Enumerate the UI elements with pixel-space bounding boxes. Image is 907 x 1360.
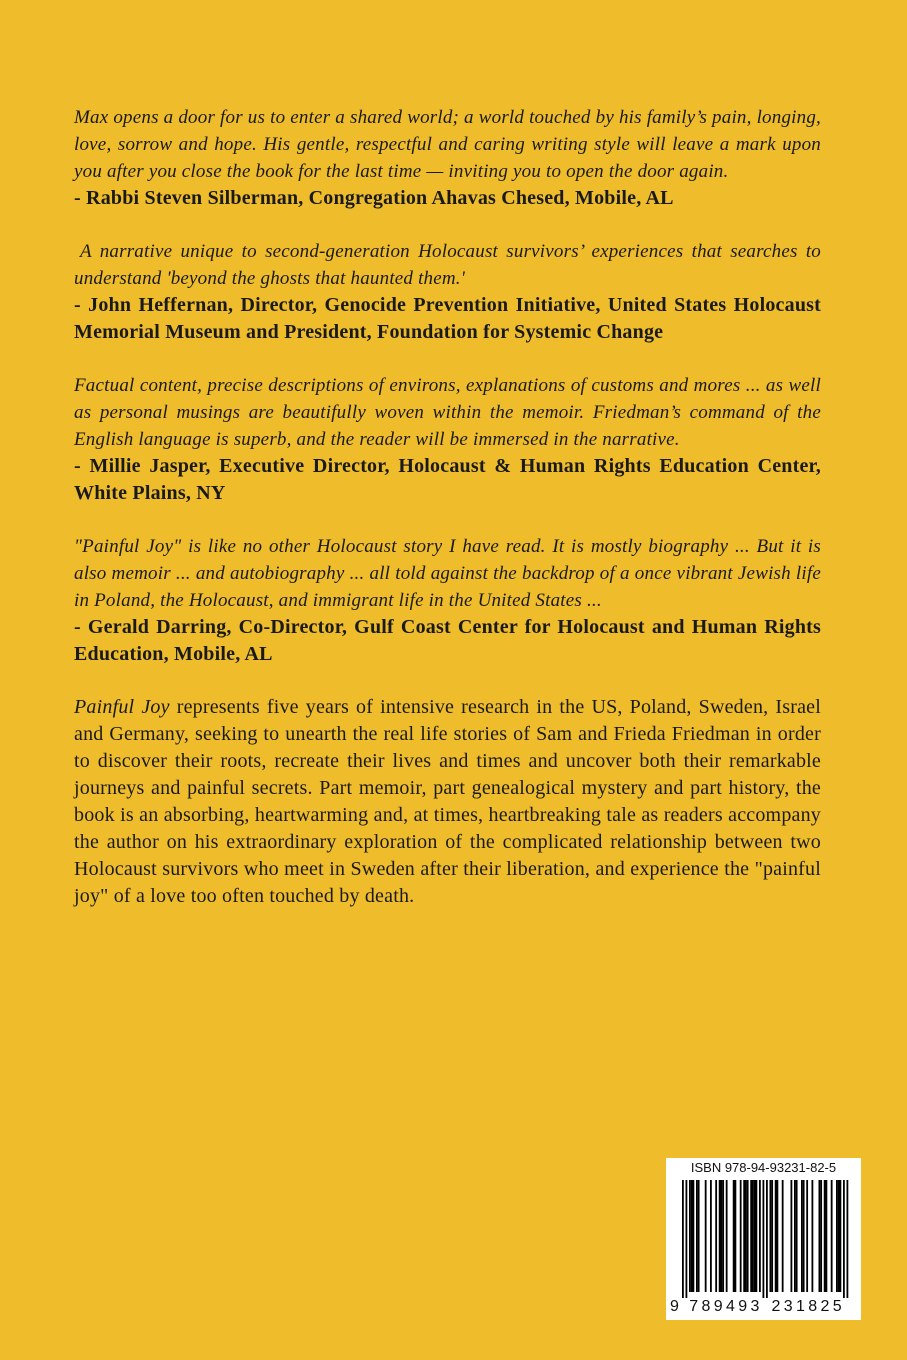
barcode-bar <box>840 1180 842 1292</box>
barcode-bar <box>747 1180 749 1292</box>
barcode-bar <box>721 1180 723 1292</box>
review-attribution: - Gerald Darring, Co-Director, Gulf Coast Center for Holocaust and Human Rights Education, Mobile, AL <box>74 616 821 665</box>
barcode-digit: 7 <box>689 1298 699 1315</box>
barcode-bar <box>752 1180 754 1292</box>
review-2 <box>74 238 821 346</box>
barcode-bar <box>686 1180 688 1298</box>
barcode-bar <box>715 1180 717 1292</box>
barcode-bar <box>777 1180 779 1292</box>
barcode-bar <box>806 1180 808 1292</box>
barcode-bar <box>750 1180 752 1292</box>
review-3 <box>74 372 821 507</box>
review-attribution: - John Heffernan, Director, Genocide Prevention Initiative, United States Holocaust Memorial Museum and President, Foundation for Systemic Change <box>74 294 821 343</box>
barcode-bar <box>820 1180 822 1292</box>
book-title: Painful Joy <box>74 696 170 718</box>
barcode-digit: 1 <box>796 1298 805 1315</box>
barcode-bar <box>696 1180 698 1292</box>
barcode-bar <box>775 1180 777 1292</box>
review-quote: "Painful Joy" is like no other Holocaust story I have read. It is mostly biography ... But it is also memoir ... and autobiography ... all told against the backdrop of a once vibrant Jewish life in Poland, the Holocaust, and immigrant life in the United States ... <box>74 536 821 611</box>
barcode-digit: 9 <box>670 1298 679 1315</box>
barcode-digit: 3 <box>750 1298 760 1315</box>
barcode-bar <box>794 1180 796 1292</box>
barcode-digit: 9 <box>713 1298 723 1315</box>
review-1 <box>74 104 821 212</box>
review-quote: Max opens a door for us to enter a shared world; a world touched by his family’s pain, longing, love, sorrow and hope. His gentle, respectful and caring writing style will leave a mark upon you after you close the book for the last time — inviting you to open the door again. <box>74 107 821 182</box>
barcode-bar <box>740 1180 742 1292</box>
barcode-bar <box>782 1180 784 1292</box>
isbn-label: ISBN 978-94-93231-82-5 <box>690 1160 837 1175</box>
review-4 <box>74 533 821 668</box>
barcode-bar <box>693 1180 695 1292</box>
barcode-bar <box>691 1180 693 1292</box>
barcode-bar <box>726 1180 728 1292</box>
barcode-digit: 9 <box>738 1298 748 1315</box>
barcode-bar <box>743 1180 745 1292</box>
isbn-barcode <box>666 1158 861 1320</box>
barcode-digit: 2 <box>771 1298 781 1315</box>
barcode-digit: 8 <box>701 1298 711 1315</box>
barcode-bar <box>847 1180 849 1298</box>
barcode-bar <box>838 1180 840 1292</box>
review-quote: Factual content, precise descriptions of environs, explanations of customs and mores ... as well as personal musings are beautifully woven within the memoir. Friedman’s command of the English language is superb, and the reader will be immersed in the narrative. <box>74 375 821 450</box>
barcode-bar <box>796 1180 798 1292</box>
review-attribution: - Millie Jasper, Executive Director, Holocaust & Human Rights Education Center, White Plains, NY <box>74 455 821 504</box>
back-cover-text <box>74 104 821 910</box>
barcode-bar <box>759 1180 761 1292</box>
blurb-text: represents five years of intensive research in the US, Poland, Sweden, Israel and Germany, seeking to unearth the real life stories of Sam and Frieda Friedman in order to discover their roots, recreate their lives and times and uncover both their remarkable journeys and painful secrets. Part memoir, part genealogical mystery and part history, the book is an absorbing, heartwarming and, at times, heartbreaking tale as readers accompany the author on his extraordinary exploration of the complicated relationship between two Holocaust survivors who meet in Sweden after their liberation, and experience the "painful joy" of a love too often touched by death. <box>74 696 822 907</box>
barcode-digit: 3 <box>783 1298 793 1315</box>
barcode-bar <box>735 1180 737 1292</box>
book-blurb <box>74 694 821 910</box>
barcode-bar <box>722 1180 724 1292</box>
barcode-digit: 8 <box>808 1298 818 1315</box>
barcode-bar <box>689 1180 691 1292</box>
barcode-bar <box>698 1180 700 1292</box>
barcode-bar <box>719 1180 721 1292</box>
barcode-bar <box>766 1180 768 1298</box>
barcode-bar <box>791 1180 793 1292</box>
barcode-bar <box>836 1180 838 1292</box>
barcode-bar <box>763 1180 765 1298</box>
barcode-bar <box>733 1180 735 1292</box>
barcode-bar <box>710 1180 712 1292</box>
barcode-bar <box>754 1180 756 1292</box>
barcode-bar <box>819 1180 821 1292</box>
review-quote: A narrative unique to second-generation Holocaust survivors’ experiences that searches to understand 'beyond the ghosts that haunted them.' <box>74 241 821 289</box>
barcode-bar <box>771 1180 773 1292</box>
barcode-bar <box>831 1180 833 1292</box>
barcode-bar <box>705 1180 707 1292</box>
barcode-bar <box>803 1180 805 1292</box>
barcode-bar <box>801 1180 803 1292</box>
barcode-digit: 4 <box>726 1298 735 1315</box>
review-attribution: - Rabbi Steven Silberman, Congregation Ahavas Chesed, Mobile, AL <box>74 187 674 209</box>
barcode-bar <box>826 1180 828 1292</box>
barcode-bar <box>824 1180 826 1292</box>
barcode-bar <box>756 1180 758 1292</box>
barcode-digit: 5 <box>832 1298 842 1315</box>
barcode-bar <box>812 1180 814 1292</box>
barcode-bar <box>843 1180 845 1298</box>
barcode-bar <box>745 1180 747 1292</box>
barcode-bar <box>682 1180 684 1298</box>
barcode-digit: 2 <box>820 1298 830 1315</box>
barcode-bar <box>770 1180 772 1292</box>
barcode-bars <box>666 1180 861 1298</box>
